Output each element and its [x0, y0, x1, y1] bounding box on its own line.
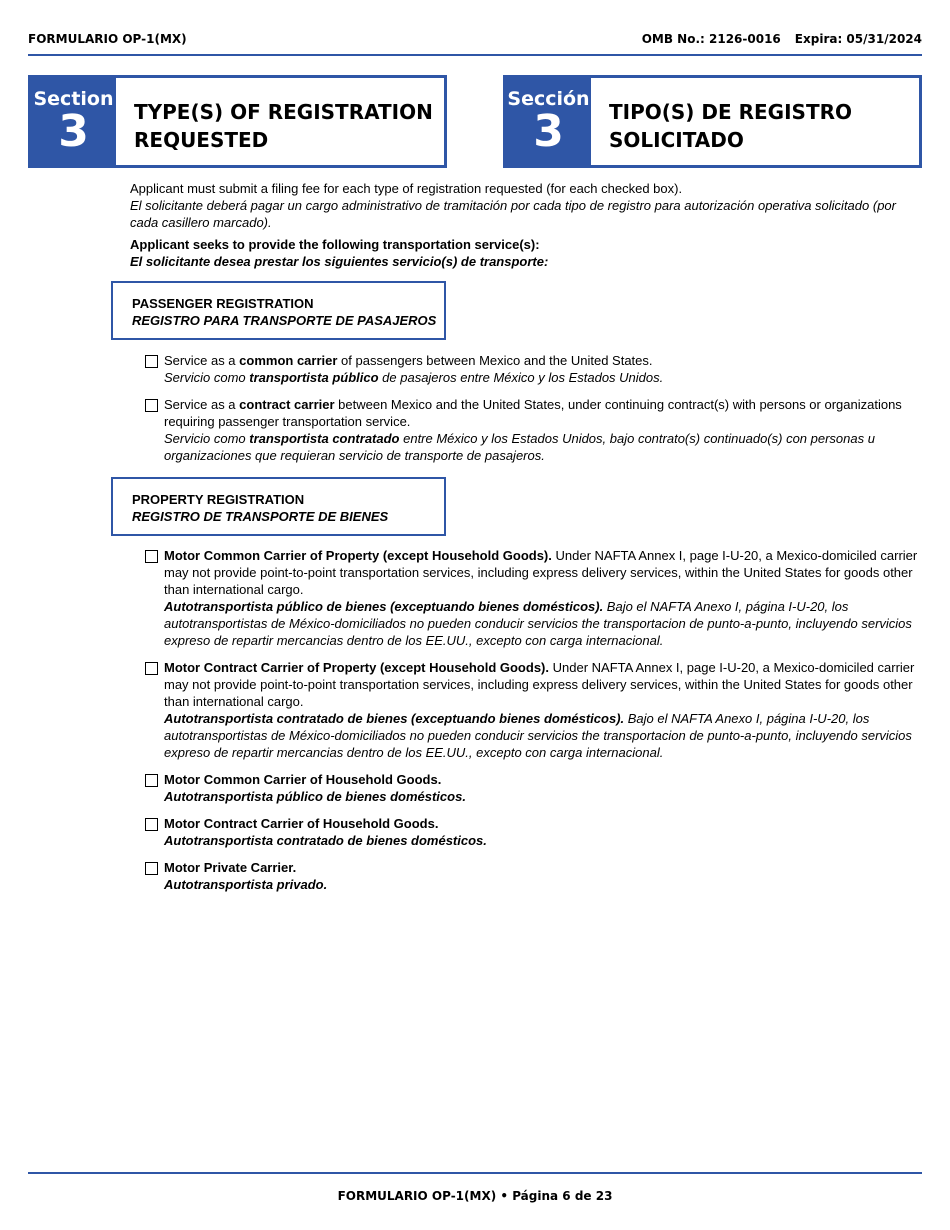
heading-spanish: REGISTRO DE TRANSPORTE DE BIENES — [132, 509, 389, 524]
option-motor-contract-carrier-household — [145, 815, 920, 849]
option-text — [164, 659, 920, 761]
checkbox-motor-common-carrier-property[interactable] — [145, 550, 158, 563]
property-registration-heading — [111, 477, 446, 536]
omb-info — [642, 32, 922, 46]
checkbox-motor-contract-carrier-property[interactable] — [145, 662, 158, 675]
option-text — [164, 396, 920, 464]
option-spanish: Autotransportista público de bienes (exceptuando bienes domésticos). Bajo el NAFTA Anexo I, página I-U-20, los autotransportistas de México-domiciliados no pueden conducir servicios the transportacion de punto-a-punto, incluyendo servicios expreso de repartir mercancias dentro de los EE.UU., excepto con carga internacional. — [164, 599, 912, 648]
option-english: Motor Contract Carrier of Property (except Household Goods). Under NAFTA Annex I, page I-U-20, a Mexico-domiciled carrier may not provide point-to-point transportation services, including express delivery services, within the United States for goods other than international cargo. — [164, 660, 915, 709]
section-word: Section — [33, 88, 114, 110]
option-motor-private-carrier — [145, 859, 920, 893]
section-title-line2: REQUESTED — [134, 128, 269, 152]
section-word: Sección — [507, 88, 590, 110]
filing-fee-note — [130, 180, 920, 231]
section-title-line1: TYPE(S) OF REGISTRATION — [134, 100, 433, 124]
option-motor-common-carrier-household — [145, 771, 920, 805]
option-text — [164, 859, 920, 893]
section-badge — [31, 78, 116, 165]
heading-spanish: REGISTRO PARA TRANSPORTE DE PASAJEROS — [132, 313, 437, 328]
filing-fee-english: Applicant must submit a filing fee for each type of registration requested (for each checked box). — [130, 181, 683, 196]
option-text — [164, 352, 920, 386]
option-text — [164, 547, 920, 649]
page-footer: FORMULARIO OP-1(MX) • Página 6 de 23 — [337, 1189, 613, 1203]
option-english: Motor Common Carrier of Household Goods. — [164, 772, 442, 787]
option-passenger-common-carrier — [145, 352, 920, 386]
form-id: FORMULARIO OP-1(MX) — [28, 32, 187, 46]
section-title — [116, 78, 433, 165]
checkbox-motor-common-carrier-household[interactable] — [145, 774, 158, 787]
option-motor-common-carrier-property — [145, 547, 920, 649]
option-spanish: Servicio como transportista público de pasajeros entre México y los Estados Unidos. — [164, 370, 664, 385]
heading-english: PROPERTY REGISTRATION — [132, 492, 305, 507]
option-english: Motor Common Carrier of Property (except Household Goods). Under NAFTA Annex I, page I-U-20, a Mexico-domiciled carrier may not provide point-to-point transportation services, including express delivery services, within the United States for goods other than international cargo. — [164, 548, 918, 597]
option-text — [164, 815, 920, 849]
services-intro-spanish: El solicitante desea prestar los siguientes servicio(s) de transporte: — [130, 254, 549, 269]
section-number: 3 — [58, 106, 89, 157]
section-title-line2: SOLICITADO — [609, 128, 744, 152]
heading-english: PASSENGER REGISTRATION — [132, 296, 314, 311]
omb-number: OMB No.: 2126-0016 — [641, 32, 781, 46]
section-badge — [506, 78, 591, 165]
page-header — [28, 30, 922, 56]
expiration-date: Expira: 05/31/2024 — [794, 32, 922, 46]
passenger-registration-heading — [111, 281, 446, 340]
filing-fee-spanish: El solicitante deberá pagar un cargo administrativo de tramitación por cada tipo de registro para autorización operativa solicitado (por cada casillero marcado). — [130, 198, 896, 230]
checkbox-motor-private-carrier[interactable] — [145, 862, 158, 875]
option-english: Service as a contract carrier between Mexico and the United States, under continuing contract(s) with persons or organizations requiring passenger transportation service. — [164, 397, 902, 429]
section-title-line1: TIPO(S) DE REGISTRO — [609, 100, 852, 124]
checkbox-motor-contract-carrier-household[interactable] — [145, 818, 158, 831]
services-intro-english: Applicant seeks to provide the following transportation service(s): — [130, 237, 540, 252]
option-spanish: Servicio como transportista contratado entre México y los Estados Unidos, bajo contrato(s) continuado(s) con personas u organizaciones que requieran servicio de transporte de pasajeros. — [164, 431, 875, 463]
section-3-header-spanish — [503, 75, 922, 168]
option-english: Service as a common carrier of passengers between Mexico and the United States. — [164, 353, 653, 368]
option-english: Motor Contract Carrier of Household Goods. — [164, 816, 439, 831]
option-spanish: Autotransportista privado. — [164, 877, 328, 892]
section-number: 3 — [533, 106, 564, 157]
option-spanish: Autotransportista contratado de bienes domésticos. — [164, 833, 487, 848]
option-english: Motor Private Carrier. — [164, 860, 297, 875]
option-spanish: Autotransportista público de bienes domésticos. — [164, 789, 466, 804]
section-3-header-english — [28, 75, 447, 168]
checkbox-passenger-contract-carrier[interactable] — [145, 399, 158, 412]
option-text — [164, 771, 920, 805]
services-intro — [130, 236, 920, 270]
footer-divider — [28, 1172, 922, 1174]
option-passenger-contract-carrier — [145, 396, 920, 464]
option-spanish: Autotransportista contratado de bienes (exceptuando bienes domésticos). Bajo el NAFTA Anexo I, página I-U-20, los autotransportistas de México-domiciliados no pueden conducir servicios the transportacion de punto-a-punto, incluyendo servicios expreso de repartir mercancias dentro de los EE.UU., excepto con carga internacional. — [164, 711, 912, 760]
option-motor-contract-carrier-property — [145, 659, 920, 761]
section-title — [591, 78, 852, 165]
checkbox-passenger-common-carrier[interactable] — [145, 355, 158, 368]
